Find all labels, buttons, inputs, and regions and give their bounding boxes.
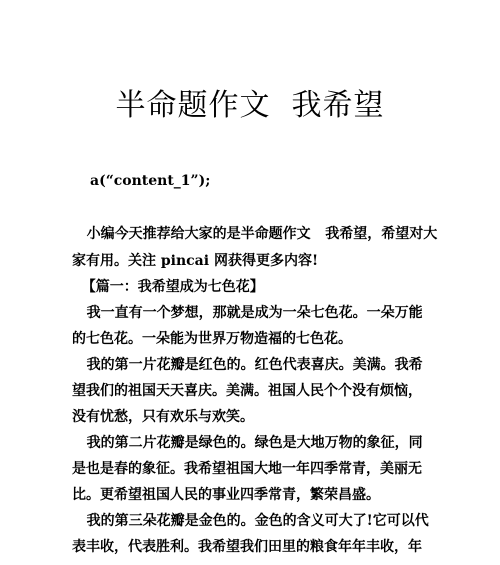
paragraph-line: 小编今天推荐给大家的是半命题作文 我希望，希望对大: [72, 226, 438, 242]
paragraph-line: 没有忧愁，只有欢乐与欢笑。: [72, 409, 254, 425]
paragraph-line: 我一直有一个梦想，那就是成为一朵七色花。一朵万能: [72, 305, 423, 321]
paragraph-line: 是也是春的象征。我希望祖国大地一年四季常青，美丽无: [72, 461, 422, 477]
paragraph-line: 我的第一片花瓣是红色的。红色代表喜庆。美满。我希: [72, 357, 423, 373]
paragraph-line: 比。更希望祖国人民的事业四季常青，繁荣昌盛。: [72, 487, 380, 503]
paragraph-line: 的七色花。一朵能为世界万物造福的七色花。: [72, 331, 352, 347]
paragraph-line: 望我们的祖国天天喜庆。美满。祖国人民个个没有烦恼，: [72, 383, 422, 399]
paragraph-line: 我的第二片花瓣是绿色的。绿色是大地万物的象征，同: [72, 435, 423, 451]
paragraph-line: 表丰收，代表胜利。我希望我们田里的粮食年年丰收，年: [72, 539, 422, 555]
paragraph-line: 家有用。关注 pincai 网获得更多内容!: [72, 253, 319, 269]
code-snippet: a(“content_1”);: [90, 173, 211, 189]
section-heading: 【篇一：我希望成为七色花】: [72, 279, 264, 295]
paragraph-line: 我的第三朵花瓣是金色的。金色的含义可大了!它可以代: [72, 513, 429, 529]
document-title: 半命题作文 我希望: [115, 88, 385, 123]
